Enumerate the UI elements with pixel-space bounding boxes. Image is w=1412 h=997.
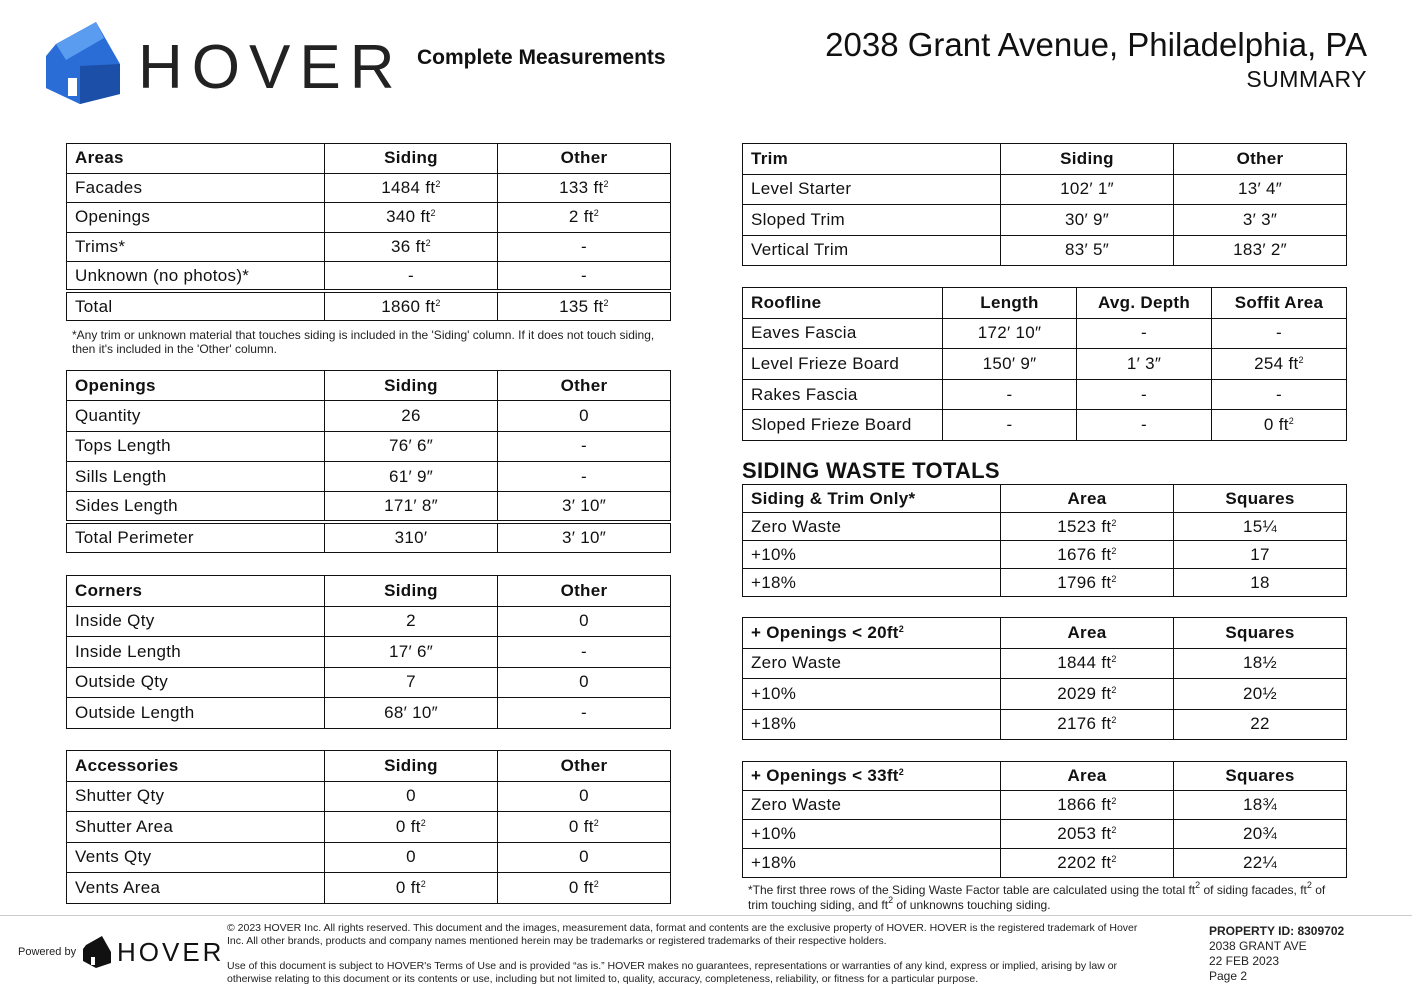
cell-value: 68′ 10″ xyxy=(325,698,498,729)
report-date: 22 FEB 2023 xyxy=(1209,954,1280,968)
cell-value: 0 xyxy=(498,606,671,637)
table-row xyxy=(743,513,1347,541)
table-row xyxy=(743,205,1347,236)
table-header-row xyxy=(67,751,671,782)
table-row xyxy=(67,401,671,431)
table-row xyxy=(67,637,671,668)
cell-value: 135 $ft^2$ xyxy=(498,291,671,321)
cell-value: 254 $ft^2$ xyxy=(1212,349,1347,380)
row-label: Zero Waste xyxy=(743,791,1001,820)
page-number: Page 2 xyxy=(1209,969,1248,983)
logo-wordmark: HOVER xyxy=(138,33,404,102)
cell-value: - xyxy=(1212,318,1347,349)
row-label: +10% xyxy=(743,679,1001,710)
row-label: Sides Length xyxy=(67,492,325,522)
property-id: PROPERTY ID: 8309702 xyxy=(1209,924,1345,938)
cell-value: 17 xyxy=(1174,541,1347,569)
cell-value: 2 xyxy=(325,606,498,637)
cell-value: 0 xyxy=(498,667,671,698)
row-label: Shutter Qty xyxy=(67,781,325,812)
table-row xyxy=(743,349,1347,380)
column-header: Other xyxy=(498,371,671,401)
cell-value: 0 xyxy=(325,781,498,812)
column-header: Area xyxy=(1001,762,1174,791)
table-row xyxy=(743,235,1347,266)
table-header-row xyxy=(743,618,1347,649)
areas-footnote: *Any trim or unknown material that touches siding is included in the 'Siding' column. If it does not touch siding, then it's included in the 'Other' column. xyxy=(72,328,655,356)
terms-text: Use of this document is subject to HOVER's Terms of Use and is provided “as is.” HOVER makes no guarantees, representations or warranties of any kind, express or implied, arising by law or otherwise relating to this document or its contents or use, including but not limited to, quality, accuracy, completeness, reliability, or fitness for a particular purpose. xyxy=(227,960,1118,985)
column-header: Siding xyxy=(325,144,498,174)
row-label: Total Perimeter xyxy=(67,522,325,552)
cell-value: 0 $ft^2$ xyxy=(498,873,671,904)
cell-value: 20¾ xyxy=(1174,820,1347,849)
row-label: Openings xyxy=(67,203,325,233)
table-row xyxy=(67,781,671,812)
table-header-row xyxy=(743,762,1347,791)
column-header: + Openings < $33ft^2$ xyxy=(743,762,1001,791)
row-label: Sloped Frieze Board xyxy=(743,410,943,441)
column-header: + Openings < $20ft^2$ xyxy=(743,618,1001,649)
total-row xyxy=(67,291,671,321)
column-header: Area xyxy=(1001,485,1174,513)
property-info xyxy=(1209,924,1344,984)
cell-value: 83′ 5″ xyxy=(1001,235,1174,266)
cell-value: 0 xyxy=(325,842,498,873)
cell-value: 0 $ft^2$ xyxy=(1212,410,1347,441)
cell-value: 7 xyxy=(325,667,498,698)
row-label: Tops Length xyxy=(67,431,325,461)
table-header-row xyxy=(743,288,1347,319)
column-header: Area xyxy=(1001,618,1174,649)
row-label: Level Starter xyxy=(743,174,1001,205)
table-row xyxy=(67,232,671,262)
table-row xyxy=(743,679,1347,710)
cell-value: 13′ 4″ xyxy=(1174,174,1347,205)
table-header-row xyxy=(743,144,1347,175)
roofline-table xyxy=(742,287,1347,441)
row-label: Inside Qty xyxy=(67,606,325,637)
column-header: Avg. Depth xyxy=(1077,288,1212,319)
cell-value: - xyxy=(498,698,671,729)
siding-trim-waste-table xyxy=(742,484,1347,597)
cell-value: 17′ 6″ xyxy=(325,637,498,668)
property-address: 2038 Grant Avenue, Philadelphia, PA xyxy=(825,26,1367,63)
row-label: Quantity xyxy=(67,401,325,431)
cell-value: 18 xyxy=(1174,569,1347,597)
table-row xyxy=(743,569,1347,597)
house-logo-icon xyxy=(44,20,124,108)
table-row xyxy=(67,203,671,233)
cell-value: - xyxy=(498,637,671,668)
table-row xyxy=(67,812,671,843)
cell-value: 133 $ft^2$ xyxy=(498,173,671,203)
column-header: Squares xyxy=(1174,762,1347,791)
row-label: Vertical Trim xyxy=(743,235,1001,266)
column-header: Siding xyxy=(325,751,498,782)
table-row xyxy=(743,849,1347,878)
cell-value: 310′ xyxy=(325,522,498,552)
cell-value: - xyxy=(1077,318,1212,349)
table-header-row xyxy=(67,144,671,174)
cell-value: 26 xyxy=(325,401,498,431)
cell-value: 0 xyxy=(498,842,671,873)
trim-table xyxy=(742,143,1347,266)
cell-value: 30′ 9″ xyxy=(1001,205,1174,236)
table-row xyxy=(67,873,671,904)
cell-value: 18¾ xyxy=(1174,791,1347,820)
cell-value: 3′ 3″ xyxy=(1174,205,1347,236)
row-label: Sloped Trim xyxy=(743,205,1001,236)
row-label: Eaves Fascia xyxy=(743,318,943,349)
column-header: Corners xyxy=(67,576,325,607)
cell-value: 1484 $ft^2$ xyxy=(325,173,498,203)
areas-table xyxy=(66,143,671,321)
column-header: Siding xyxy=(1001,144,1174,175)
column-header: Trim xyxy=(743,144,1001,175)
corners-table xyxy=(66,575,671,729)
column-header: Other xyxy=(498,144,671,174)
column-header: Other xyxy=(1174,144,1347,175)
row-label: +18% xyxy=(743,849,1001,878)
cell-value: 76′ 6″ xyxy=(325,431,498,461)
row-label: +10% xyxy=(743,541,1001,569)
table-header-row xyxy=(67,371,671,401)
column-header: Areas xyxy=(67,144,325,174)
document-title: Complete Measurements xyxy=(417,46,666,69)
column-header: Soffit Area xyxy=(1212,288,1347,319)
cell-value: 150′ 9″ xyxy=(943,349,1077,380)
row-label: Zero Waste xyxy=(743,648,1001,679)
column-header: Roofline xyxy=(743,288,943,319)
cell-value: 183′ 2″ xyxy=(1174,235,1347,266)
copyright-text: © 2023 HOVER Inc. All rights reserved. This document and the images, measurement data, format and contents are the exclusive property of HOVER. HOVER is the registered trademark of Hover Inc. All other brands, products and company names mentioned herein may be trademarks or registered trademarks of their respective holders. xyxy=(227,922,1138,947)
powered-by-label: Powered by xyxy=(18,946,77,958)
table-row xyxy=(67,606,671,637)
cell-value: 102′ 1″ xyxy=(1001,174,1174,205)
cell-value: 2202 $ft^2$ xyxy=(1001,849,1174,878)
column-header: Squares xyxy=(1174,618,1347,649)
row-label: Facades xyxy=(67,173,325,203)
cell-value: - xyxy=(498,461,671,491)
cell-value: 171′ 8″ xyxy=(325,492,498,522)
column-header: Accessories xyxy=(67,751,325,782)
cell-value: 1860 $ft^2$ xyxy=(325,291,498,321)
cell-value: - xyxy=(943,379,1077,410)
table-row xyxy=(743,820,1347,849)
table-row xyxy=(743,318,1347,349)
table-row xyxy=(743,174,1347,205)
cell-value: - xyxy=(1077,410,1212,441)
accessories-table xyxy=(66,750,671,904)
table-row xyxy=(67,842,671,873)
footer-logo-wordmark: HOVER xyxy=(117,937,225,967)
cell-value: - xyxy=(498,232,671,262)
cell-value: 172′ 10″ xyxy=(943,318,1077,349)
column-header: Openings xyxy=(67,371,325,401)
cell-value: - xyxy=(1212,379,1347,410)
openings-33-waste-table xyxy=(742,761,1347,878)
table-row xyxy=(67,173,671,203)
row-label: Rakes Fascia xyxy=(743,379,943,410)
column-header: Siding xyxy=(325,576,498,607)
cell-value: 20½ xyxy=(1174,679,1347,710)
column-header: Siding & Trim Only* xyxy=(743,485,1001,513)
hover-logo xyxy=(44,20,404,108)
row-label: Sills Length xyxy=(67,461,325,491)
siding-waste-totals-heading: SIDING WASTE TOTALS xyxy=(742,458,1000,483)
row-label: +18% xyxy=(743,709,1001,740)
row-label: Total xyxy=(67,291,325,321)
column-header: Other xyxy=(498,576,671,607)
cell-value: 61′ 9″ xyxy=(325,461,498,491)
cell-value: 3′ 10″ xyxy=(498,492,671,522)
cell-value: - xyxy=(325,262,498,292)
cell-value: 0 xyxy=(498,401,671,431)
table-header-row xyxy=(67,576,671,607)
cell-value: 15¼ xyxy=(1174,513,1347,541)
row-label: Level Frieze Board xyxy=(743,349,943,380)
row-label: Outside Length xyxy=(67,698,325,729)
cell-value: 0 xyxy=(498,781,671,812)
total-row xyxy=(67,522,671,552)
row-label: Trims* xyxy=(67,232,325,262)
cell-value: 340 $ft^2$ xyxy=(325,203,498,233)
cell-value: - xyxy=(1077,379,1212,410)
property-street: 2038 GRANT AVE xyxy=(1209,939,1307,953)
column-header: Siding xyxy=(325,371,498,401)
waste-footnote: *The first three rows of the Siding Waste Factor table are calculated using the total $ft^2$ of siding facades, $ft^2$ of trim touching siding, and $ft^2$ of unknowns touching siding. xyxy=(748,880,1326,912)
cell-value: 1′ 3″ xyxy=(1077,349,1212,380)
cell-value: 0 $ft^2$ xyxy=(325,812,498,843)
row-label: Inside Length xyxy=(67,637,325,668)
table-row xyxy=(67,698,671,729)
page-subtitle: SUMMARY xyxy=(1246,66,1367,92)
table-row xyxy=(743,648,1347,679)
cell-value: 3′ 10″ xyxy=(498,522,671,552)
cell-value: 2 $ft^2$ xyxy=(498,203,671,233)
row-label: Outside Qty xyxy=(67,667,325,698)
cell-value: 36 $ft^2$ xyxy=(325,232,498,262)
cell-value: 0 $ft^2$ xyxy=(498,812,671,843)
house-logo-icon xyxy=(82,935,112,969)
cell-value: - xyxy=(498,431,671,461)
row-label: +18% xyxy=(743,569,1001,597)
row-label: +10% xyxy=(743,820,1001,849)
table-row xyxy=(67,262,671,292)
table-row xyxy=(743,379,1347,410)
cell-value: 1676 $ft^2$ xyxy=(1001,541,1174,569)
table-row xyxy=(743,541,1347,569)
cell-value: 2053 $ft^2$ xyxy=(1001,820,1174,849)
table-row xyxy=(67,431,671,461)
cell-value: 2029 $ft^2$ xyxy=(1001,679,1174,710)
table-row xyxy=(67,492,671,522)
footer-divider xyxy=(0,915,1412,916)
cell-value: - xyxy=(498,262,671,292)
row-label: Vents Area xyxy=(67,873,325,904)
table-header-row xyxy=(743,485,1347,513)
row-label: Vents Qty xyxy=(67,842,325,873)
cell-value: 22 xyxy=(1174,709,1347,740)
cell-value: 0 $ft^2$ xyxy=(325,873,498,904)
table-row xyxy=(67,461,671,491)
cell-value: 1866 $ft^2$ xyxy=(1001,791,1174,820)
cell-value: 1523 $ft^2$ xyxy=(1001,513,1174,541)
openings-20-waste-table xyxy=(742,617,1347,740)
cell-value: 1844 $ft^2$ xyxy=(1001,648,1174,679)
cell-value: 1796 $ft^2$ xyxy=(1001,569,1174,597)
table-row xyxy=(743,410,1347,441)
footer-hover-logo xyxy=(82,935,225,971)
column-header: Other xyxy=(498,751,671,782)
column-header: Length xyxy=(943,288,1077,319)
row-label: Shutter Area xyxy=(67,812,325,843)
table-row xyxy=(67,667,671,698)
table-row xyxy=(743,791,1347,820)
cell-value: 2176 $ft^2$ xyxy=(1001,709,1174,740)
row-label: Zero Waste xyxy=(743,513,1001,541)
cell-value: 22¼ xyxy=(1174,849,1347,878)
cell-value: 18½ xyxy=(1174,648,1347,679)
column-header: Squares xyxy=(1174,485,1347,513)
cell-value: - xyxy=(943,410,1077,441)
row-label: Unknown (no photos)* xyxy=(67,262,325,292)
openings-table xyxy=(66,370,671,553)
table-row xyxy=(743,709,1347,740)
